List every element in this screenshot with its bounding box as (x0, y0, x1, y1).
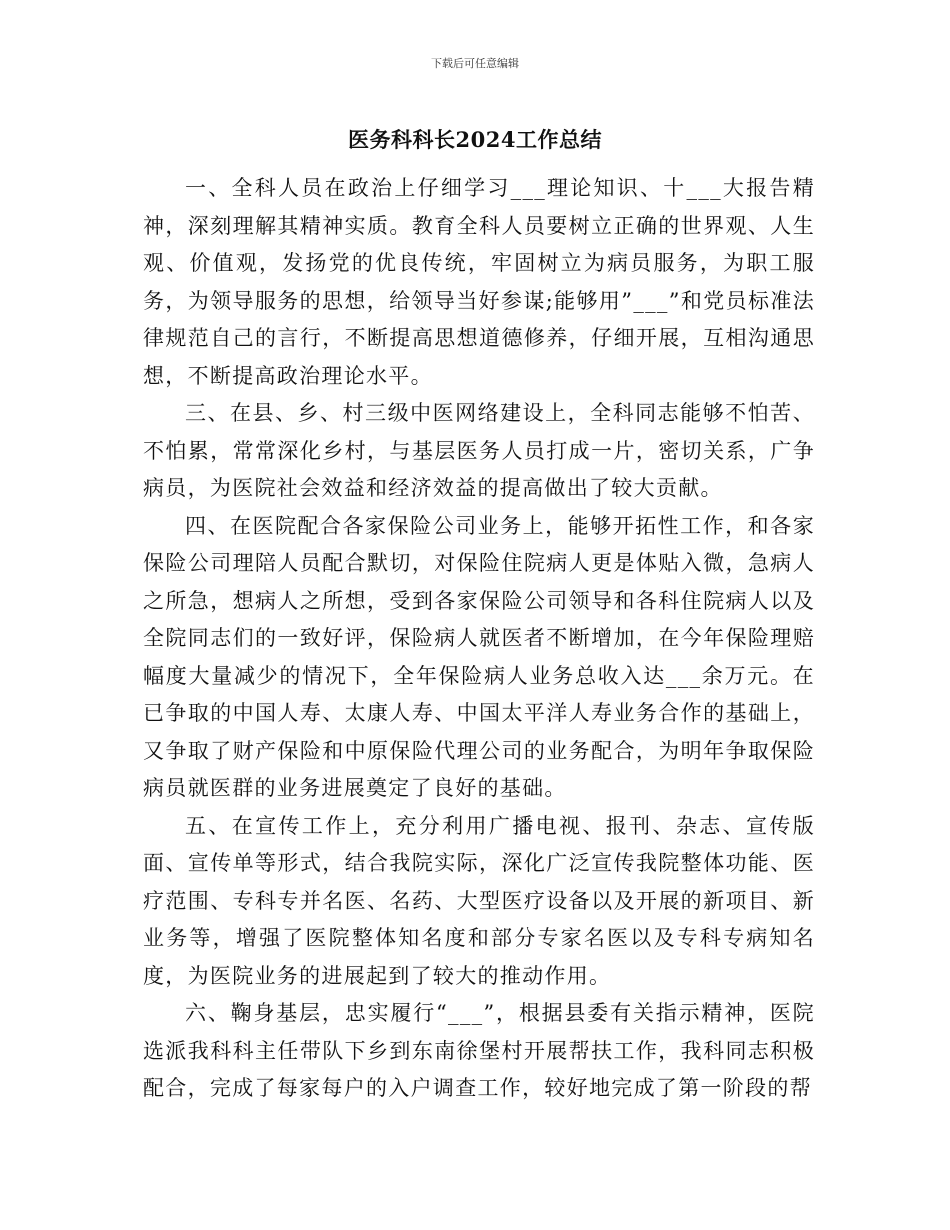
paragraph-political-study: 一、全科人员在政治上仔细学习___理论知识、十___大报告精神，深刻理解其精神实质。教育全科人员要树立正确的世界观、人生观、价值观，发扬党的优良传统，牢固树立为病员服务，为职工服务，为领导服务的思想，给领导当好参谋;能够用”___”和党员标准法律规范自己的言行，不断提高思想道德修养，仔细开展，互相沟通思想，不断提高政治理论水平。 (143, 176, 815, 388)
paragraph-publicity-work: 五、在宣传工作上，充分利用广播电视、报刊、杂志、宣传版面、宣传单等形式，结合我院实际，深化广泛宣传我院整体功能、医疗范围、专科专并名医、名药、大型医疗设备以及开展的新项目、新业务等，增强了医院整体知名度和部分专家名医以及专科专病知名度，为医院业务的进展起到了较大的推动作用。 (143, 813, 815, 988)
document-body (143, 170, 815, 1108)
header-note: 下载后可任意编辑 (431, 57, 519, 70)
paragraph-insurance-cooperation: 四、在医院配合各家保险公司业务上，能够开拓性工作，和各家保险公司理陪人员配合默切，对保险住院病人更是体贴入微，急病人之所急，想病人之所想，受到各家保险公司领导和各科住院病人以及全院同志们的一致好评，保险病人就医者不断增加，在今年保险理赔幅度大量减少的情况下，全年保险病人业务总收入达___余万元。在已争取的中国人寿、太康人寿、中国太平洋人寿业务合作的基础上，又争取了财产保险和中原保险代理公司的业务配合，为明年争取保险病员就医群的业务进展奠定了良好的基础。 (143, 513, 815, 800)
paragraph-network-building: 三、在县、乡、村三级中医网络建设上，全科同志能够不怕苦、不怕累，常常深化乡村，与基层医务人员打成一片，密切关系，广争病员，为医院社会效益和经济效益的提高做出了较大贡献。 (143, 401, 815, 500)
document-title: 医务科科长2024工作总结 (348, 127, 602, 152)
paragraph-grassroots-support: 六、鞠身基层，忠实履行“___”，根据县委有关指示精神，医院选派我科科主任带队下乡到东南徐堡村开展帮扶工作，我科同志积极配合，完成了每家每户的入户调查工作，较好地完成了第一阶段的帮 (143, 1001, 815, 1100)
